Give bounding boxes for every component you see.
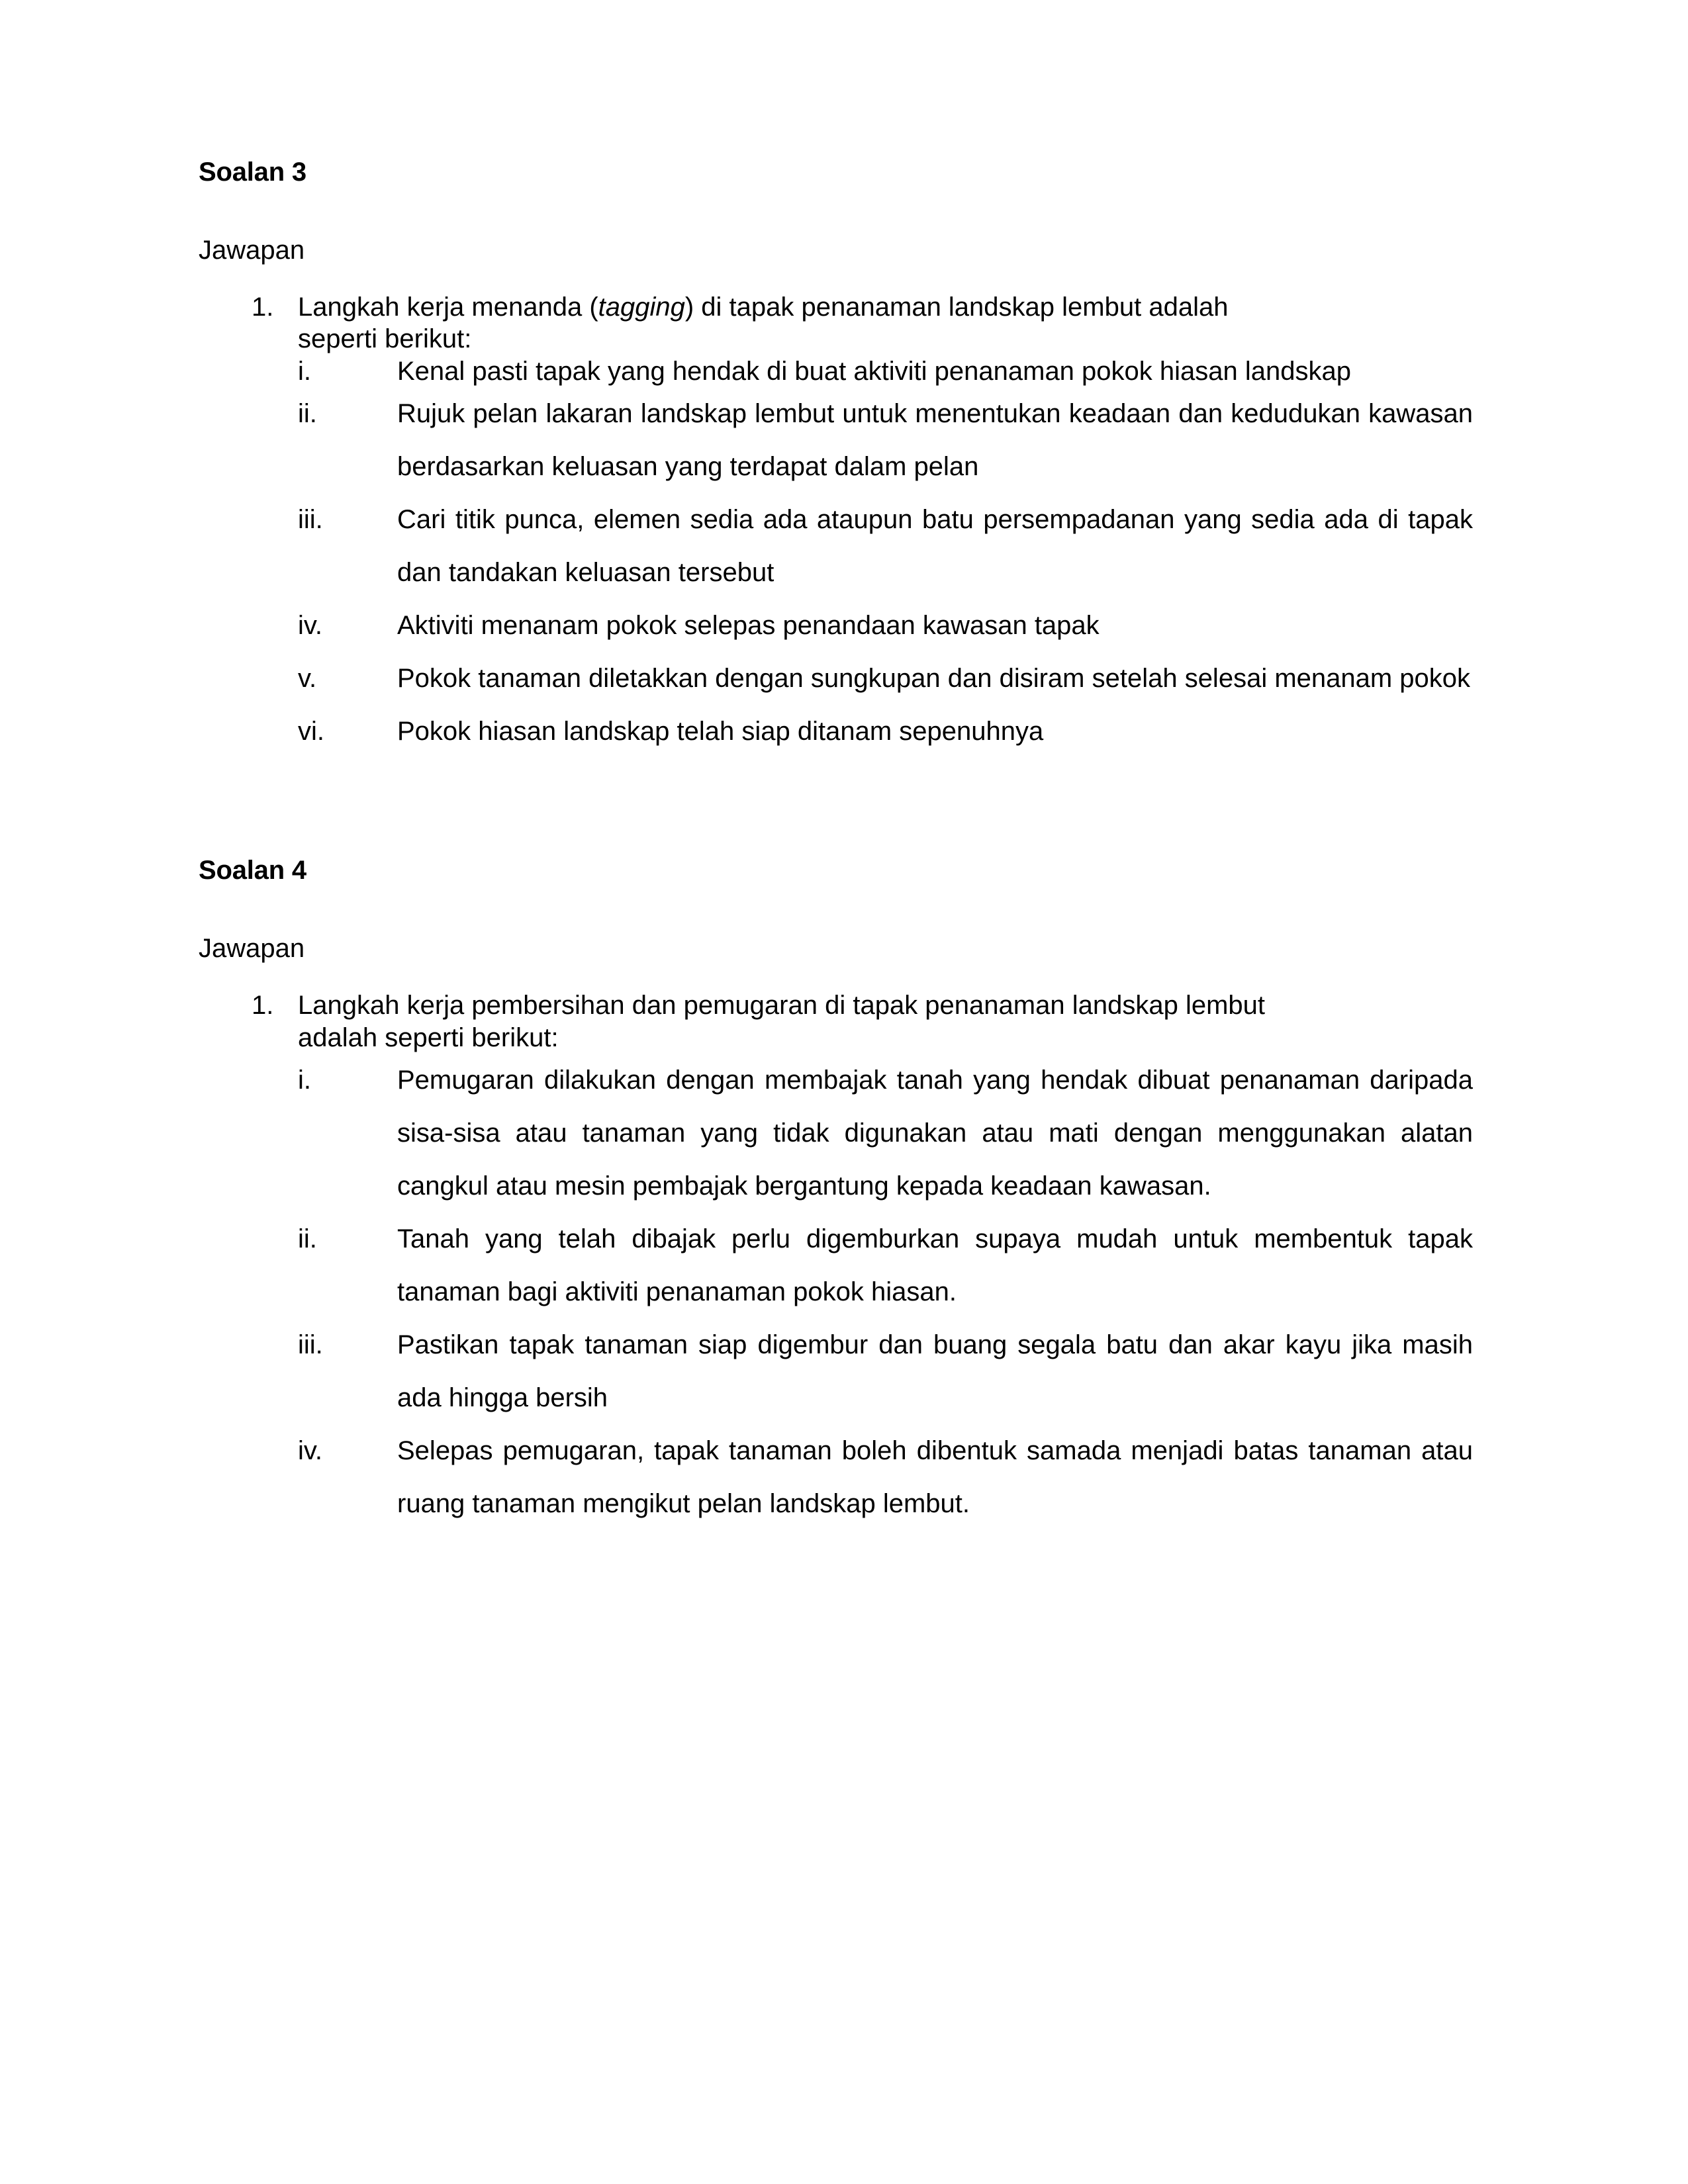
heading-gap <box>199 884 1476 935</box>
roman-text: Pemugaran dilakukan dengan membajak tanah yang hendak dibuat penanaman daripada sisa-sisa atau tanaman yang tidak digunakan atau mati dengan menggunakan alatan cangkul atau mesin pembajak bergantung kepada keadaan kawasan. <box>397 1065 1473 1201</box>
roman-text: Selepas pemugaran, tapak tanaman boleh dibentuk samada menjadi batas tanaman atau ruang tanaman mengikut pelan landskap lembut. <box>397 1435 1473 1518</box>
roman-text: Pastikan tapak tanaman siap digembur dan buang segala batu dan akar kayu jika masih ada hingga bersih <box>397 1330 1473 1412</box>
roman-marker: vi. <box>298 717 324 747</box>
numbered-item-text-part-2: ) di tapak penanaman landskap lembut adalah seperti berikut: <box>298 293 1229 354</box>
roman-marker: ii. <box>298 399 317 429</box>
roman-text: Tanah yang telah dibajak perlu digemburkan supaya mudah untuk membentuk tapak tanaman bagi aktiviti penanaman pokok hiasan. <box>397 1224 1473 1306</box>
answer-label-soalan-4: Jawapan <box>199 934 305 964</box>
numbered-item-text-part-1: Langkah kerja pembersihan dan pemugaran di tapak penanaman landskap lembut adalah seperti berikut: <box>298 991 1265 1052</box>
list-item <box>199 387 1476 493</box>
roman-text: Pokok hiasan landskap telah siap ditanam sepenuhnya <box>397 717 1044 747</box>
list-item <box>199 652 1476 705</box>
list-item <box>199 355 1476 387</box>
roman-marker: iv. <box>298 611 323 641</box>
roman-marker: iii. <box>298 1330 323 1359</box>
section-soalan-4 <box>199 857 1476 1530</box>
roman-marker: v. <box>298 664 317 694</box>
numbered-item-soalan-3 <box>199 291 1476 355</box>
roman-text: Kenal pasti tapak yang hendak di buat aktiviti penanaman pokok hiasan landskap <box>397 356 1351 386</box>
roman-marker: ii. <box>298 1224 317 1253</box>
list-item <box>199 705 1476 758</box>
list-item <box>199 493 1476 599</box>
top-spacer <box>199 0 1476 159</box>
document-content <box>199 0 1476 1530</box>
list-item <box>199 1424 1476 1530</box>
roman-marker: i. <box>298 1065 311 1095</box>
list-item <box>199 1318 1476 1424</box>
section-gap <box>199 758 1476 857</box>
roman-text: Cari titik punca, elemen sedia ada ataupun batu persempadanan yang sedia ada di tapak dan tandakan keluasan tersebut <box>397 505 1473 588</box>
section-soalan-3 <box>199 159 1476 758</box>
roman-text: Rujuk pelan lakaran landskap lembut untuk menentukan keadaan dan kedudukan kawasan berdasarkan keluasan yang terdapat dalam pelan <box>397 399 1473 482</box>
label-gap <box>199 263 1476 291</box>
roman-list-soalan-4 <box>199 1054 1476 1530</box>
numbered-item-text <box>298 989 1274 1054</box>
numbered-item-text <box>298 291 1274 355</box>
numbered-item-text-italic: tagging <box>598 293 685 322</box>
list-item <box>199 599 1476 652</box>
roman-text: Pokok tanaman diletakkan dengan sungkupan dan disiram setelah selesai menanam pokok <box>397 664 1471 694</box>
roman-marker: iii. <box>298 505 323 535</box>
heading-gap <box>199 185 1476 237</box>
answer-label-soalan-3: Jawapan <box>199 236 305 265</box>
numbered-item-marker: 1. <box>252 293 274 322</box>
roman-text: Aktiviti menanam pokok selepas penandaan kawasan tapak <box>397 611 1100 641</box>
numbered-item-soalan-4 <box>199 989 1476 1054</box>
roman-marker: i. <box>298 356 311 386</box>
list-item <box>199 1054 1476 1212</box>
list-item <box>199 1212 1476 1318</box>
numbered-item-text-part-1: Langkah kerja menanda ( <box>298 293 598 322</box>
label-gap <box>199 962 1476 989</box>
numbered-item-marker: 1. <box>252 991 274 1021</box>
roman-marker: iv. <box>298 1435 323 1465</box>
roman-list-soalan-3 <box>199 355 1476 758</box>
section-heading-soalan-4: Soalan 4 <box>199 856 306 886</box>
section-heading-soalan-3: Soalan 3 <box>199 158 306 187</box>
